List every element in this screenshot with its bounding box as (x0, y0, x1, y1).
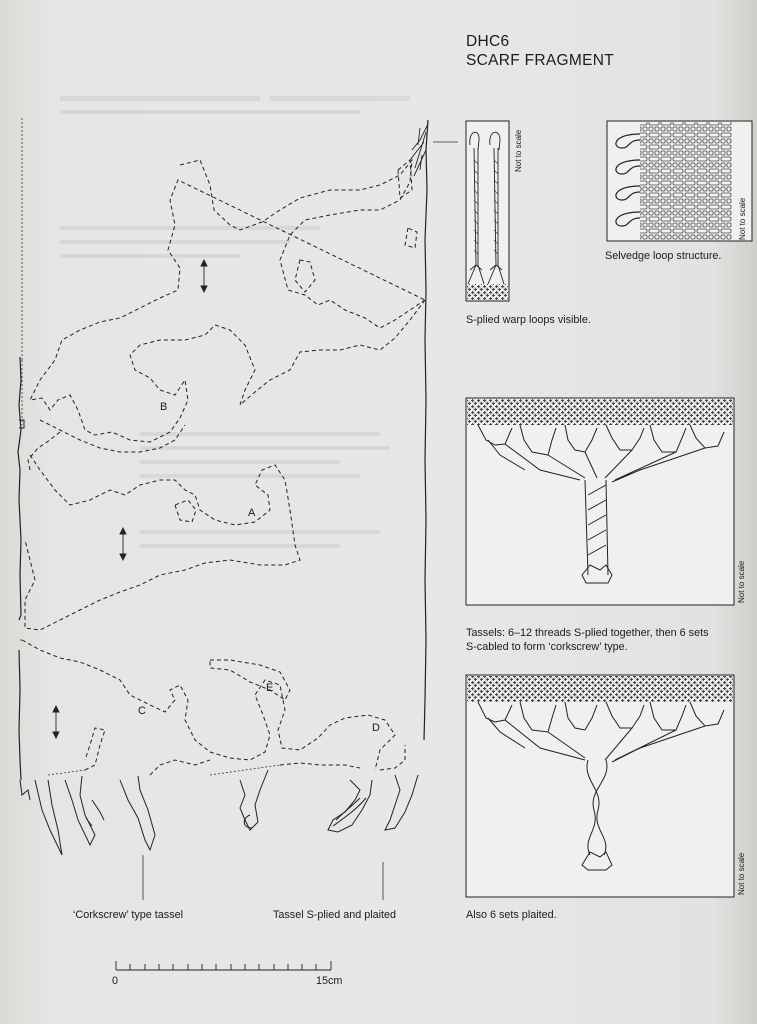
selvedge-loop-detail (607, 121, 752, 241)
figure-code: DHC6 (466, 33, 510, 50)
caption-tassels-line2: S-cabled to form ‘corkscrew’ type. (466, 641, 628, 653)
caption-corkscrew-tassel: ‘Corkscrew’ type tassel (73, 909, 183, 921)
caption-warp-loops: S-plied warp loops visible. (466, 314, 591, 326)
not-to-scale-corkscrew: Not to scale (737, 560, 746, 603)
warp-direction-arrow-middle (120, 528, 126, 560)
caption-plaited-tassel: Tassel S-plied and plaited (273, 909, 397, 921)
scale-start-label: 0 (112, 975, 119, 987)
caption-tassels-line1: Tassels: 6–12 threads S-plied together, then 6 sets (466, 627, 709, 639)
fragment-outline-bottom (22, 640, 395, 770)
label-fragment-d: D (372, 722, 380, 734)
label-fragment-a: A (248, 507, 256, 519)
label-fragment-c: C (138, 705, 146, 717)
scale-bar (116, 961, 331, 970)
scale-end-label: 15cm (316, 975, 343, 987)
caption-selvedge: Selvedge loop structure. (605, 250, 722, 262)
warp-direction-arrow-top (201, 260, 207, 292)
fragment-outline-top (30, 160, 425, 442)
warp-direction-arrow-bottom (53, 706, 59, 738)
plaited-tassel-detail (466, 675, 734, 897)
tassel-ends (20, 770, 418, 855)
corkscrew-tassel-detail (466, 398, 734, 605)
warp-loops-detail (466, 121, 509, 301)
label-fragment-e: E (266, 682, 274, 694)
caption-plaited: Also 6 sets plaited. (466, 909, 557, 921)
figure-title: SCARF FRAGMENT (466, 52, 615, 69)
fragment-outline-middle (25, 420, 300, 630)
not-to-scale-warp-loops: Not to scale (514, 129, 523, 172)
selvedge-right-edge (424, 120, 428, 740)
not-to-scale-plaited: Not to scale (737, 852, 746, 895)
not-to-scale-selvedge: Not to scale (738, 197, 747, 240)
label-fragment-b: B (160, 401, 168, 413)
